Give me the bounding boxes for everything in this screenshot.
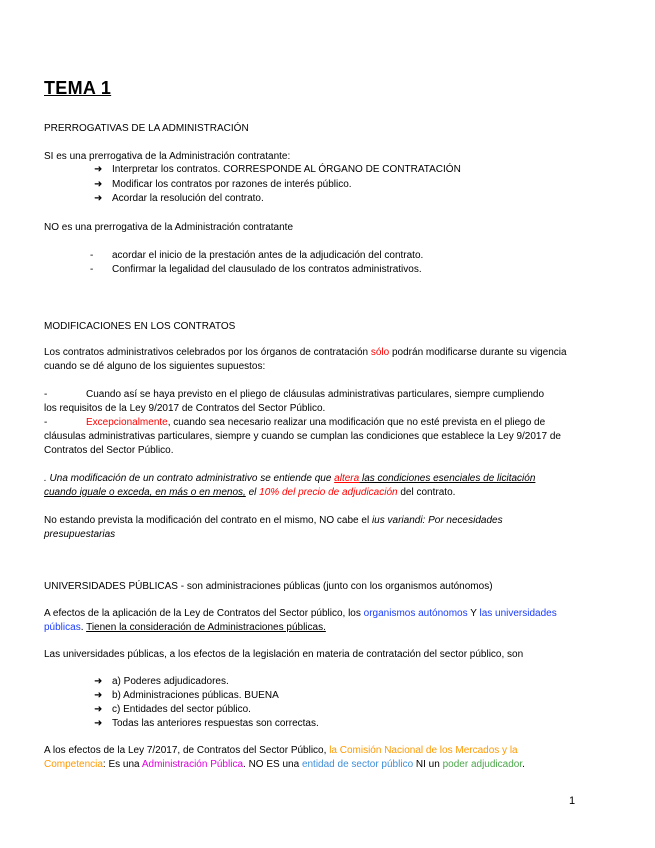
list-item: ➜ b) Administraciones públicas. BUENA <box>94 690 279 701</box>
list-item: - Confirmar la legalidad del clausulado de los contratos administrativos. <box>90 264 422 275</box>
arrow-right-icon: ➜ <box>94 718 103 729</box>
list-item: - <box>44 417 48 428</box>
list-item-text-line2: cláusulas administrativas particulares, siempre y cuando se cumplan las condiciones que establece la Ley 9/2017 de <box>44 431 561 442</box>
list-item: ➜ Interpretar los contratos. CORRESPONDE AL ÓRGANO DE CONTRATACIÓN <box>94 164 461 175</box>
no-intro: NO es una prerrogativa de la Administración contratante <box>44 222 294 233</box>
paragraph-altera: . Una modificación de un contrato administrativo se entiende que altera las condiciones esenciales de licitación <box>44 473 536 484</box>
section-heading-modificaciones: MODIFICACIONES EN LOS CONTRATOS <box>44 321 236 332</box>
arrow-right-icon: ➜ <box>94 676 103 687</box>
list-item: - acordar el inicio de la prestación antes de la adjudicación del contrato. <box>90 250 424 261</box>
list-item: ➜ a) Poderes adjudicadores. <box>94 676 229 687</box>
dash-bullet: - <box>90 264 94 275</box>
question-text: Las universidades públicas, a los efectos de la legislación en materia de contratación del sector público, son <box>44 649 524 660</box>
arrow-right-icon: ➜ <box>94 690 103 701</box>
arrow-right-icon: ➜ <box>94 164 103 175</box>
section-heading-prerrogativas: PRERROGATIVAS DE LA ADMINISTRACIÓN <box>44 123 249 134</box>
paragraph-universidades-line2: públicas. Tienen la consideración de Administraciones públicas. <box>44 622 326 633</box>
paragraph-ius-variandi-line2: presupuestarias <box>44 529 116 540</box>
page-number: 1 <box>569 795 576 807</box>
paragraph-ius-variandi: No estando prevista la modificación del contrato en el mismo, NO cabe el ius variandi: Por necesidades <box>44 515 503 526</box>
paragraph-cnmc: A los efectos de la Ley 7/2017, de Contratos del Sector Público, la Comisión Nacional de los Mercados y la <box>44 745 518 756</box>
list-item: ➜ Acordar la resolución del contrato. <box>94 193 264 204</box>
list-item: ➜ Modificar los contratos por razones de interés público. <box>94 179 352 190</box>
list-item-text: Cuando así se haya previsto en el pliego de cláusulas administrativas particulares, siempre cumpliendo <box>86 389 545 400</box>
paragraph-vigencia-line2: cuando se dé alguno de los siguientes supuestos: <box>44 361 266 372</box>
si-intro: SI es una prerrogativa de la Administración contratante: <box>44 151 291 162</box>
arrow-right-icon: ➜ <box>94 704 103 715</box>
list-item-text-line2: los requisitos de la Ley 9/2017 de Contratos del Sector Público. <box>44 403 326 414</box>
list-item: ➜ Todas las anteriores respuestas son correctas. <box>94 718 319 729</box>
arrow-right-icon: ➜ <box>94 179 103 190</box>
section-heading-universidades: UNIVERSIDADES PÚBLICAS - son administraciones públicas (junto con los organismos autónomos) <box>44 581 493 592</box>
page-title: TEMA 1 <box>44 78 112 98</box>
list-item: - <box>44 389 48 400</box>
dash-bullet: - <box>90 250 94 261</box>
list-item-text-line3: Contratos del Sector Público. <box>44 445 174 456</box>
list-item: ➜ c) Entidades del sector público. <box>94 704 251 715</box>
paragraph-altera-line2: cuando iguale o exceda, en más o en menos, el 10% del precio de adjudicación del contrato. <box>44 487 456 498</box>
arrow-right-icon: ➜ <box>94 193 103 204</box>
list-item-text: Excepcionalmente, cuando sea necesario realizar una modificación que no esté prevista en el pliego de <box>86 417 546 428</box>
paragraph-cnmc-line2: Competencia: Es una Administración Pública. NO ES una entidad de sector público NI un poder adjudicador. <box>44 759 525 770</box>
paragraph-vigencia: Los contratos administrativos celebrados por los órganos de contratación sólo podrán modificarse durante su vigencia <box>44 347 567 358</box>
paragraph-universidades: A efectos de la aplicación de la Ley de Contratos del Sector público, los organismos autónomos Y las universidades <box>44 608 557 619</box>
